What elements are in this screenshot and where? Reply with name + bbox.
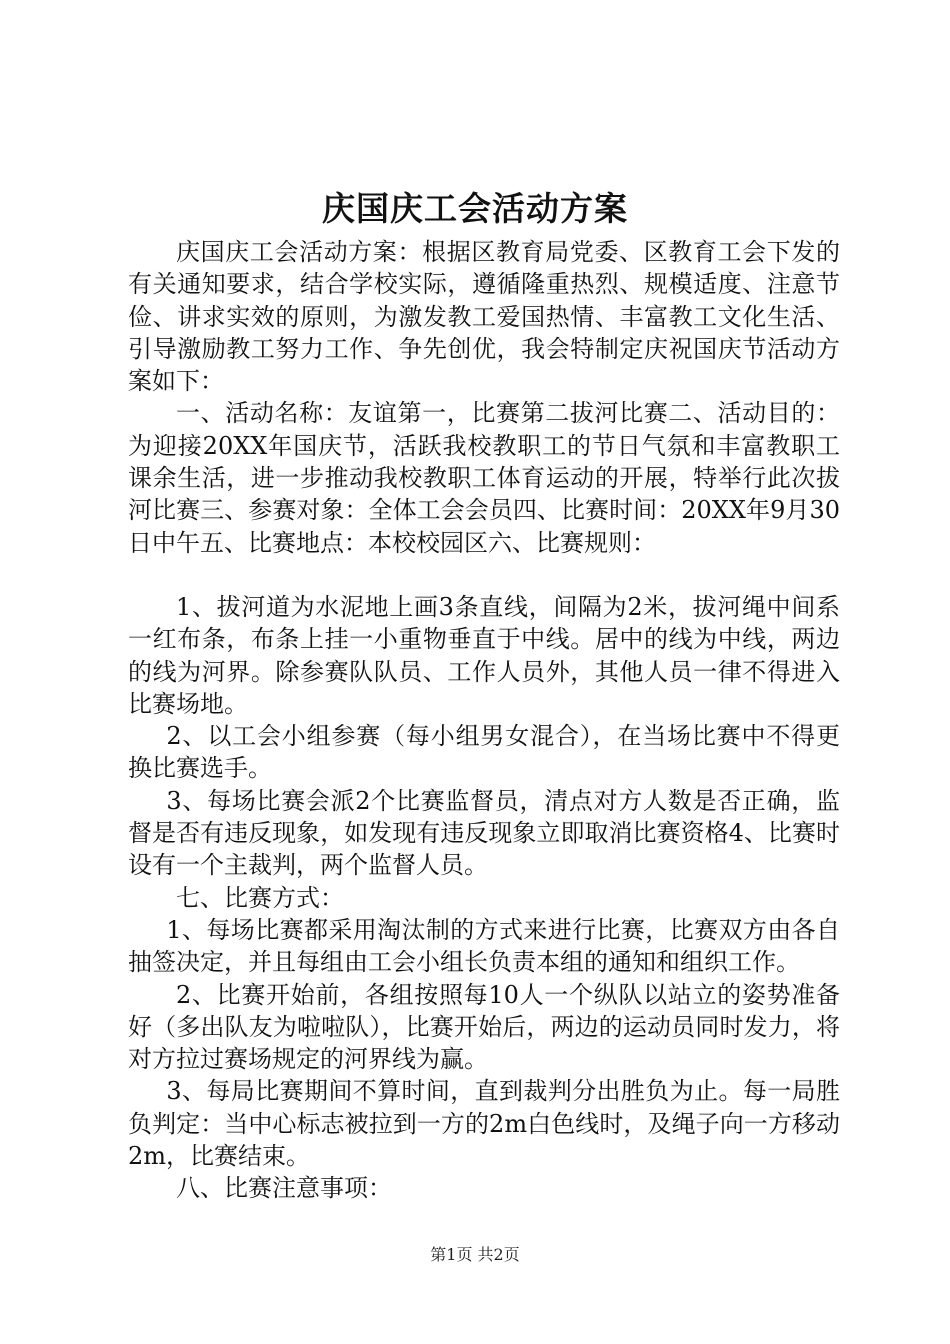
section-heading-competition-method: 七、比赛方式： [176, 883, 344, 912]
paragraph-method-2: 2、比赛开始前，各组按照每10人一个纵队以站立的姿势准备好（多出队友为啦啦队），比赛开始后，两边的运动员同时发力，将对方拉过赛场规定的河界线为赢。 [128, 980, 840, 1074]
paragraph-method-3: 3、每局比赛期间不算时间，直到裁判分出胜负为止。每一局胜负判定：当中心标志被拉到一方的2m白色线时，及绳子向一方移动2m，比赛结束。 [128, 1077, 840, 1171]
paragraph-gap [128, 559, 840, 591]
document-body [128, 236, 840, 1205]
section-heading-precautions: 八、比赛注意事项： [176, 1174, 392, 1203]
document-title: 庆国庆工会活动方案 [322, 189, 628, 228]
page-number-footer: 第1页 共2页 [430, 1245, 520, 1264]
paragraph-rule-1: 1、拔河道为水泥地上画3条直线，间隔为2米，拔河绳中间系一红布条，布条上挂一小重物垂直于中线。居中的线为中线，两边的线为河界。除参赛队队员、工作人员外，其他人员一律不得进入比赛场地。 [128, 592, 840, 718]
paragraph-method-1: 1、每场比赛都采用淘汰制的方式来进行比赛，比赛双方由各自抽签决定，并且每组由工会小组长负责本组的通知和组织工作。 [128, 915, 840, 977]
paragraph-intro: 庆国庆工会活动方案：根据区教育局党委、区教育工会下发的有关通知要求，结合学校实际，遵循隆重热烈、规模适度、注意节俭、讲求实效的原则，为激发教工爱国热情、丰富教工文化生活、引导激励教工努力工作、争先创优，我会特制定庆祝国庆节活动方案如下： [128, 238, 840, 396]
paragraph-activity-info: 一、活动名称：友谊第一，比赛第二拔河比赛二、活动目的：为迎接20XX年国庆节，活跃我校教职工的节日气氛和丰富教职工课余生活，进一步推动我校教职工体育运动的开展，特举行此次拔河比赛三、参赛对象：全体工会会员四、比赛时间：20XX年9月30日中午五、比赛地点：本校校园区六、比赛规则： [128, 399, 840, 557]
paragraph-rule-3: 3、每场比赛会派2个比赛监督员，清点对方人数是否正确，监督是否有违反现象，如发现有违反现象立即取消比赛资格4、比赛时设有一个主裁判，两个监督人员。 [128, 786, 840, 880]
paragraph-rule-2: 2、以工会小组参赛（每小组男女混合），在当场比赛中不得更换比赛选手。 [128, 722, 840, 783]
